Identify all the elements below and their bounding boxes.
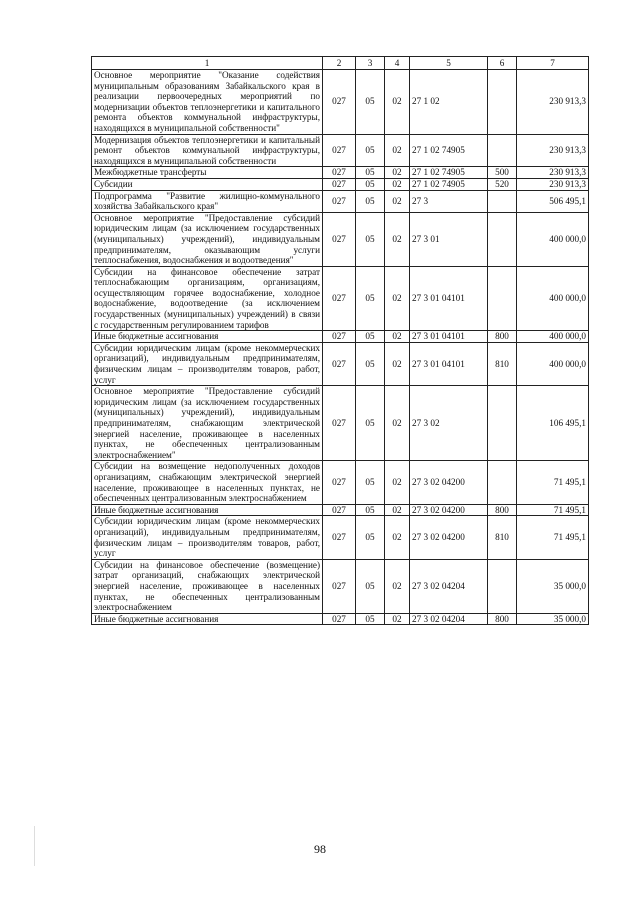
section-cell: 05 (356, 516, 385, 559)
target-article-cell: 27 3 02 04200 (410, 461, 488, 504)
name-cell: Основное мероприятие "Оказание содействия муниципальным образованиям Забайкальского края в реализации первоочередных мероприятий по модернизации объектов теплоэнергетики и капитального ремонта объектов коммунальной инфраструктуры, находящихся в муниципальной собственности" (92, 70, 323, 135)
section-cell: 05 (356, 504, 385, 516)
amount-cell: 230 913,3 (517, 134, 589, 167)
ministry-code-cell: 027 (323, 504, 356, 516)
ministry-code-cell: 027 (323, 167, 356, 179)
table-row (92, 386, 589, 461)
expense-type-cell: 810 (488, 342, 517, 385)
name-cell: Иные бюджетные ассигнования (92, 331, 323, 343)
expense-type-cell: 800 (488, 331, 517, 343)
amount-cell: 230 913,3 (517, 167, 589, 179)
name-cell: Межбюджетные трансферты (92, 167, 323, 179)
expense-type-cell: 520 (488, 178, 517, 190)
amount-cell: 230 913,3 (517, 178, 589, 190)
subsection-cell: 02 (385, 386, 410, 461)
table-row (92, 504, 589, 516)
expense-type-cell: 500 (488, 167, 517, 179)
ministry-code-cell: 027 (323, 461, 356, 504)
table-row (92, 70, 589, 135)
ministry-code-cell: 027 (323, 212, 356, 266)
amount-cell: 400 000,0 (517, 331, 589, 343)
table-row (92, 342, 589, 385)
subsection-cell: 02 (385, 559, 410, 613)
table-row (92, 331, 589, 343)
subsection-cell: 02 (385, 342, 410, 385)
name-cell: Основное мероприятие "Предоставление субсидий юридическим лицам (за исключением государственных (муниципальных) учреждений), индивидуальным предпринимателям, снабжающим электрической энергией население, проживающее в населенных пунктах, не обеспеченных централизованным электроснабжением" (92, 386, 323, 461)
ministry-code-cell: 027 (323, 134, 356, 167)
expense-type-cell (488, 386, 517, 461)
target-article-cell: 27 1 02 (410, 70, 488, 135)
section-cell: 05 (356, 613, 385, 625)
amount-cell: 71 495,1 (517, 461, 589, 504)
header-cell-1: 1 (92, 57, 323, 70)
header-cell-7: 7 (517, 57, 589, 70)
section-cell: 05 (356, 190, 385, 212)
amount-cell: 506 495,1 (517, 190, 589, 212)
ministry-code-cell: 027 (323, 331, 356, 343)
ministry-code-cell: 027 (323, 190, 356, 212)
subsection-cell: 02 (385, 190, 410, 212)
subsection-cell: 02 (385, 331, 410, 343)
target-article-cell: 27 3 02 (410, 386, 488, 461)
header-cell-4: 4 (385, 57, 410, 70)
target-article-cell: 27 3 02 04200 (410, 516, 488, 559)
ministry-code-cell: 027 (323, 266, 356, 331)
name-cell: Основное мероприятие "Предоставление субсидий юридическим лицам (за исключением государственных (муниципальных) учреждений), индивидуальным предпринимателям, оказывающим услуги теплоснабжения, водоснабжения и водоотведения" (92, 212, 323, 266)
ministry-code-cell: 027 (323, 613, 356, 625)
target-article-cell: 27 3 02 04204 (410, 559, 488, 613)
section-cell: 05 (356, 559, 385, 613)
subsection-cell: 02 (385, 134, 410, 167)
amount-cell: 230 913,3 (517, 70, 589, 135)
subsection-cell: 02 (385, 178, 410, 190)
header-row (92, 57, 589, 70)
name-cell: Модернизация объектов теплоэнергетики и капитальный ремонт объектов коммунальной инфраструктуры, находящихся в муниципальной собственности (92, 134, 323, 167)
expense-type-cell (488, 70, 517, 135)
header-cell-3: 3 (356, 57, 385, 70)
amount-cell: 71 495,1 (517, 504, 589, 516)
target-article-cell: 27 1 02 74905 (410, 178, 488, 190)
subsection-cell: 02 (385, 167, 410, 179)
section-cell: 05 (356, 342, 385, 385)
target-article-cell: 27 3 01 (410, 212, 488, 266)
name-cell: Субсидии юридическим лицам (кроме некоммерческих организаций), индивидуальным предпринимателям, физическим лицам – производителям товаров, работ, услуг (92, 342, 323, 385)
header-cell-2: 2 (323, 57, 356, 70)
section-cell: 05 (356, 461, 385, 504)
table-body (92, 70, 589, 625)
name-cell: Иные бюджетные ассигнования (92, 504, 323, 516)
name-cell: Субсидии юридическим лицам (кроме некоммерческих организаций), индивидуальным предпринимателям, физическим лицам – производителям товаров, работ, услуг (92, 516, 323, 559)
table-row (92, 178, 589, 190)
amount-cell: 35 000,0 (517, 613, 589, 625)
target-article-cell: 27 3 (410, 190, 488, 212)
name-cell: Субсидии (92, 178, 323, 190)
table-row (92, 134, 589, 167)
subsection-cell: 02 (385, 70, 410, 135)
subsection-cell: 02 (385, 461, 410, 504)
target-article-cell: 27 3 01 04101 (410, 342, 488, 385)
amount-cell: 400 000,0 (517, 212, 589, 266)
expense-type-cell: 800 (488, 504, 517, 516)
target-article-cell: 27 3 02 04204 (410, 613, 488, 625)
expense-type-cell (488, 212, 517, 266)
table-row (92, 559, 589, 613)
name-cell: Подпрограмма "Развитие жилищно-коммунального хозяйства Забайкальского края" (92, 190, 323, 212)
expense-type-cell (488, 461, 517, 504)
section-cell: 05 (356, 386, 385, 461)
amount-cell: 35 000,0 (517, 559, 589, 613)
subsection-cell: 02 (385, 516, 410, 559)
expense-type-cell (488, 190, 517, 212)
section-cell: 05 (356, 70, 385, 135)
subsection-cell: 02 (385, 504, 410, 516)
ministry-code-cell: 027 (323, 559, 356, 613)
target-article-cell: 27 1 02 74905 (410, 167, 488, 179)
name-cell: Иные бюджетные ассигнования (92, 613, 323, 625)
table-row (92, 190, 589, 212)
target-article-cell: 27 3 01 04101 (410, 331, 488, 343)
section-cell: 05 (356, 178, 385, 190)
budget-table (91, 56, 589, 625)
ministry-code-cell: 027 (323, 70, 356, 135)
section-cell: 05 (356, 134, 385, 167)
name-cell: Субсидии на финансовое обеспечение затрат теплоснабжающим организациям, организациям, осуществляющим горячее водоснабжение, холодное водоснабжение, водоотведение (за исключением государственных (муниципальных) учреждений) в связи с государственным регулированием тарифов (92, 266, 323, 331)
target-article-cell: 27 3 01 04101 (410, 266, 488, 331)
ministry-code-cell: 027 (323, 178, 356, 190)
expense-type-cell (488, 559, 517, 613)
header-cell-5: 5 (410, 57, 488, 70)
table-row (92, 516, 589, 559)
section-cell: 05 (356, 331, 385, 343)
name-cell: Субсидии на финансовое обеспечение (возмещение) затрат организаций, снабжающих электрической энергией население, проживающее в населенных пунктах, не обеспеченных централизованным электроснабжением (92, 559, 323, 613)
section-cell: 05 (356, 212, 385, 266)
table-row (92, 167, 589, 179)
subsection-cell: 02 (385, 613, 410, 625)
expense-type-cell (488, 266, 517, 331)
header-cell-6: 6 (488, 57, 517, 70)
section-cell: 05 (356, 167, 385, 179)
amount-cell: 71 495,1 (517, 516, 589, 559)
subsection-cell: 02 (385, 266, 410, 331)
table-row (92, 461, 589, 504)
table-row (92, 266, 589, 331)
target-article-cell: 27 1 02 74905 (410, 134, 488, 167)
amount-cell: 400 000,0 (517, 342, 589, 385)
expense-type-cell (488, 134, 517, 167)
name-cell: Субсидии на возмещение недополученных доходов организациям, снабжающим электрической энергией население, проживающее в населенных пунктах, не обеспеченных централизованным электроснабжением (92, 461, 323, 504)
amount-cell: 400 000,0 (517, 266, 589, 331)
ministry-code-cell: 027 (323, 342, 356, 385)
subsection-cell: 02 (385, 212, 410, 266)
table-row (92, 613, 589, 625)
page-number: 98 (314, 842, 326, 856)
expense-type-cell: 810 (488, 516, 517, 559)
section-cell: 05 (356, 266, 385, 331)
target-article-cell: 27 3 02 04200 (410, 504, 488, 516)
expense-type-cell: 800 (488, 613, 517, 625)
ministry-code-cell: 027 (323, 386, 356, 461)
table-row (92, 212, 589, 266)
ministry-code-cell: 027 (323, 516, 356, 559)
amount-cell: 106 495,1 (517, 386, 589, 461)
